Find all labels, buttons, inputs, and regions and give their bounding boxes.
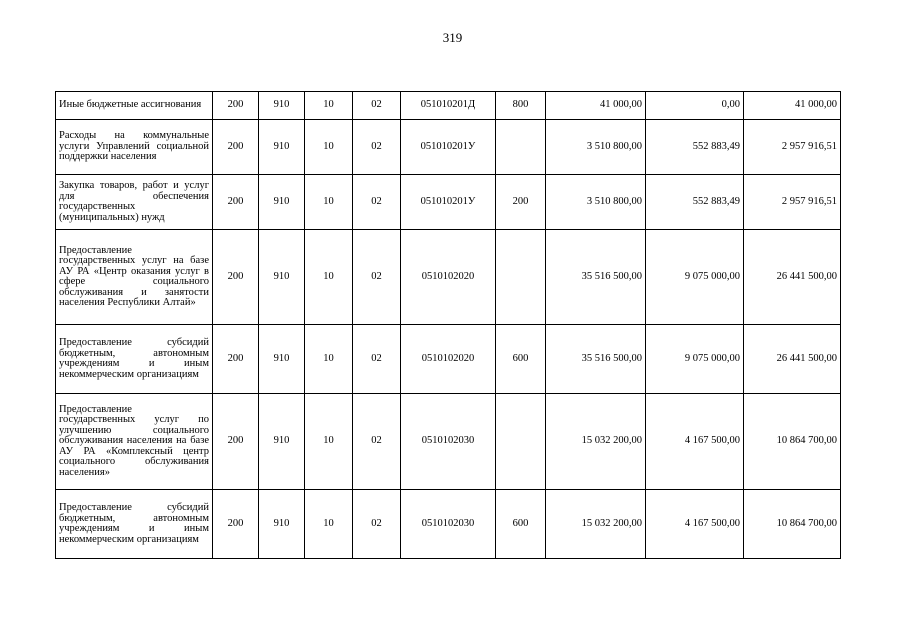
row-col-4: 02 — [353, 230, 401, 325]
row-col-2: 910 — [259, 490, 305, 559]
row-col-1: 200 — [213, 120, 259, 175]
row-expense-type — [496, 120, 546, 175]
row-value-2: 4 167 500,00 — [646, 490, 744, 559]
row-value-1: 3 510 800,00 — [546, 120, 646, 175]
row-value-3: 10 864 700,00 — [744, 490, 841, 559]
budget-table — [55, 91, 841, 559]
row-col-4: 02 — [353, 394, 401, 490]
row-col-2: 910 — [259, 230, 305, 325]
row-col-3: 10 — [305, 490, 353, 559]
row-target-code: 0510102020 — [401, 325, 496, 394]
row-expense-type: 600 — [496, 325, 546, 394]
row-col-1: 200 — [213, 325, 259, 394]
row-value-3: 2 957 916,51 — [744, 120, 841, 175]
row-col-4: 02 — [353, 325, 401, 394]
row-col-1: 200 — [213, 230, 259, 325]
row-col-1: 200 — [213, 490, 259, 559]
row-col-2: 910 — [259, 175, 305, 230]
row-name: Закупка товаров, работ и услуг для обеспечения государственных (муниципальных) нужд — [56, 175, 213, 230]
row-col-3: 10 — [305, 120, 353, 175]
table-row — [56, 175, 841, 230]
row-value-1: 15 032 200,00 — [546, 394, 646, 490]
row-col-1: 200 — [213, 394, 259, 490]
row-value-1: 35 516 500,00 — [546, 325, 646, 394]
row-name: Предоставление государственных услуг на базе АУ РА «Центр оказания услуг в сфере социального обслуживания и занятости населения Республики Алтай» — [56, 230, 213, 325]
row-target-code: 051010201Д — [401, 92, 496, 120]
row-name: Предоставление субсидий бюджетным, автономным учреждениям и иным некоммерческим организациям — [56, 325, 213, 394]
table-row — [56, 120, 841, 175]
row-target-code: 051010201У — [401, 120, 496, 175]
row-value-3: 26 441 500,00 — [744, 230, 841, 325]
row-col-3: 10 — [305, 175, 353, 230]
row-target-code: 051010201У — [401, 175, 496, 230]
row-value-1: 35 516 500,00 — [546, 230, 646, 325]
row-target-code: 0510102030 — [401, 490, 496, 559]
row-col-3: 10 — [305, 325, 353, 394]
row-value-2: 9 075 000,00 — [646, 325, 744, 394]
table-row — [56, 325, 841, 394]
row-value-2: 552 883,49 — [646, 175, 744, 230]
row-col-4: 02 — [353, 175, 401, 230]
row-col-4: 02 — [353, 120, 401, 175]
row-target-code: 0510102030 — [401, 394, 496, 490]
row-col-2: 910 — [259, 92, 305, 120]
row-target-code: 0510102020 — [401, 230, 496, 325]
row-name: Иные бюджетные ассигнования — [56, 92, 213, 120]
row-col-3: 10 — [305, 92, 353, 120]
row-value-2: 0,00 — [646, 92, 744, 120]
row-value-2: 4 167 500,00 — [646, 394, 744, 490]
row-col-4: 02 — [353, 490, 401, 559]
table-row — [56, 490, 841, 559]
row-value-3: 2 957 916,51 — [744, 175, 841, 230]
page-number: 319 — [442, 30, 463, 45]
row-value-1: 15 032 200,00 — [546, 490, 646, 559]
row-col-4: 02 — [353, 92, 401, 120]
row-value-2: 552 883,49 — [646, 120, 744, 175]
row-col-2: 910 — [259, 394, 305, 490]
row-value-2: 9 075 000,00 — [646, 230, 744, 325]
row-value-1: 3 510 800,00 — [546, 175, 646, 230]
table-row — [56, 92, 841, 120]
row-name: Предоставление государственных услуг по улучшению социального обслуживания населения на базе АУ РА «Комплексный центр социального обслуживания населения» — [56, 394, 213, 490]
row-col-3: 10 — [305, 230, 353, 325]
row-col-2: 910 — [259, 325, 305, 394]
row-value-3: 41 000,00 — [744, 92, 841, 120]
table-row — [56, 230, 841, 325]
row-col-1: 200 — [213, 92, 259, 120]
table-row — [56, 394, 841, 490]
row-expense-type — [496, 230, 546, 325]
row-expense-type — [496, 394, 546, 490]
row-value-3: 26 441 500,00 — [744, 325, 841, 394]
row-name: Предоставление субсидий бюджетным, автономным учреждениям и иным некоммерческим организациям — [56, 490, 213, 559]
row-col-3: 10 — [305, 394, 353, 490]
row-name: Расходы на коммунальные услуги Управлений социальной поддержки населения — [56, 120, 213, 175]
row-col-2: 910 — [259, 120, 305, 175]
row-col-1: 200 — [213, 175, 259, 230]
row-expense-type: 600 — [496, 490, 546, 559]
row-value-3: 10 864 700,00 — [744, 394, 841, 490]
row-expense-type: 800 — [496, 92, 546, 120]
row-value-1: 41 000,00 — [546, 92, 646, 120]
row-expense-type: 200 — [496, 175, 546, 230]
